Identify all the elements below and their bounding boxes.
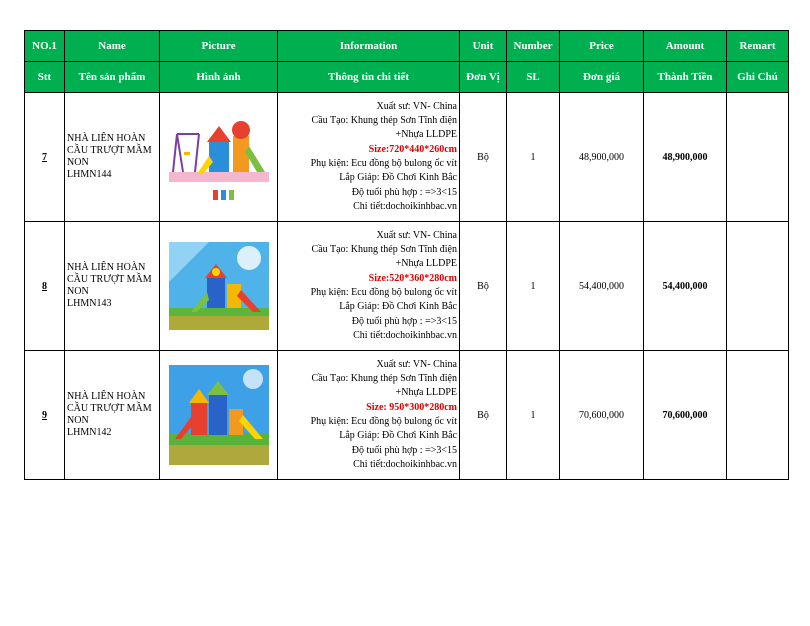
product-name-line: NON [67, 415, 89, 426]
header-cell: SL [507, 62, 560, 93]
product-name-line: NHÀ LIÊN HOÀN [67, 262, 146, 273]
product-code: LHMN144 [67, 169, 112, 180]
header-cell: Information [278, 31, 460, 62]
header-cell: Đơn giá [560, 62, 644, 93]
header-cell: Tên sản phẩm [65, 62, 160, 93]
playground-image [169, 365, 269, 465]
product-name-line: NON [67, 157, 89, 168]
product-picture-cell [160, 222, 278, 351]
info-age: Độ tuổi phù hợp : =>3<15 [351, 186, 457, 198]
header-cell: Price [560, 31, 644, 62]
header-row-vi [25, 62, 789, 93]
table-row [25, 222, 789, 351]
table-row [25, 93, 789, 222]
row-number-link[interactable]: 8 [25, 222, 65, 351]
product-code: LHMN143 [67, 298, 112, 309]
unit-cell: Bộ [460, 222, 507, 351]
quantity-cell: 1 [507, 93, 560, 222]
header-cell: Stt [25, 62, 65, 93]
unit-cell: Bộ [460, 351, 507, 480]
amount-cell: 54,400,000 [644, 222, 727, 351]
info-install: Lắp Giáp: Đồ Chơi Kinh Bắc [339, 301, 457, 313]
price-cell: 54,400,000 [560, 222, 644, 351]
info-size: Size:720*440*260cm [368, 143, 457, 155]
info-accessory: Phụ kiện: Ecu đồng bộ bulong ốc vít [310, 158, 457, 169]
header-cell: Ghi Chú [727, 62, 789, 93]
header-cell: Thành Tiền [644, 62, 727, 93]
amount-cell: 70,600,000 [644, 351, 727, 480]
header-cell: Name [65, 31, 160, 62]
product-name [65, 93, 160, 222]
note-cell [727, 351, 789, 480]
header-cell: Remart [727, 31, 789, 62]
playground-image [169, 112, 269, 202]
info-structure-material: +Nhựa LLDPE [395, 258, 457, 270]
info-structure: Cầu Tạo: Khung thép Sơn Tĩnh điện [311, 244, 457, 256]
amount-cell: 48,900,000 [644, 93, 727, 222]
note-cell [727, 222, 789, 351]
product-name-line: NHÀ LIÊN HOÀN [67, 391, 146, 402]
price-cell: 70,600,000 [560, 351, 644, 480]
header-cell: Đơn Vị [460, 62, 507, 93]
header-cell: Hình ảnh [160, 62, 278, 93]
quantity-cell: 1 [507, 222, 560, 351]
product-name-line: NON [67, 286, 89, 297]
info-detail-link[interactable]: Chi tiết:dochoikinhbac.vn [353, 458, 457, 470]
product-code: LHMN142 [67, 427, 112, 438]
header-cell: Amount [644, 31, 727, 62]
quotation-table [24, 30, 789, 480]
product-name-line: CẦU TRƯỢT MẦM [67, 403, 152, 414]
info-structure-material: +Nhựa LLDPE [395, 387, 457, 399]
info-origin: Xuất sư: VN- China [376, 358, 457, 370]
info-structure: Cầu Tạo: Khung thép Sơn Tĩnh điện [311, 373, 457, 385]
info-origin: Xuất sư: VN- China [376, 229, 457, 241]
product-name [65, 351, 160, 480]
product-info [278, 93, 460, 222]
product-name-line: CẦU TRƯỢT MẦM [67, 145, 152, 156]
info-structure: Cầu Tạo: Khung thép Sơn Tĩnh điện [311, 115, 457, 127]
product-name [65, 222, 160, 351]
info-age: Độ tuổi phù hợp : =>3<15 [351, 315, 457, 327]
info-accessory: Phụ kiện: Ecu đồng bộ bulong ốc vít [310, 287, 457, 298]
row-number-link[interactable]: 9 [25, 351, 65, 480]
row-number-link[interactable]: 7 [25, 93, 65, 222]
product-info [278, 222, 460, 351]
table-row [25, 351, 789, 480]
header-row-en [25, 31, 789, 62]
info-structure-material: +Nhựa LLDPE [395, 129, 457, 141]
info-size: Size:520*360*280cm [368, 272, 457, 284]
product-name-line: NHÀ LIÊN HOÀN [67, 133, 146, 144]
header-cell: NO.1 [25, 31, 65, 62]
playground-image [169, 242, 269, 330]
note-cell [727, 93, 789, 222]
product-name-line: CẦU TRƯỢT MẦM [67, 274, 152, 285]
product-picture-cell [160, 351, 278, 480]
info-origin: Xuất sư: VN- China [376, 100, 457, 112]
info-install: Lắp Giáp: Đồ Chơi Kinh Bắc [339, 430, 457, 442]
info-install: Lắp Giáp: Đồ Chơi Kinh Bắc [339, 172, 457, 184]
info-detail-link[interactable]: Chi tiết:dochoikinhbac.vn [353, 329, 457, 341]
header-cell: Number [507, 31, 560, 62]
info-accessory: Phụ kiện: Ecu đồng bộ bulong ốc vít [310, 416, 457, 427]
header-cell: Thông tin chi tiết [278, 62, 460, 93]
product-info [278, 351, 460, 480]
header-cell: Picture [160, 31, 278, 62]
header-cell: Unit [460, 31, 507, 62]
info-size: Size: 950*300*280cm [366, 401, 457, 413]
info-detail-link[interactable]: Chi tiết:dochoikinhbac.vn [353, 200, 457, 212]
quantity-cell: 1 [507, 351, 560, 480]
product-picture-cell [160, 93, 278, 222]
info-age: Độ tuổi phù hợp : =>3<15 [351, 444, 457, 456]
price-cell: 48,900,000 [560, 93, 644, 222]
unit-cell: Bộ [460, 93, 507, 222]
